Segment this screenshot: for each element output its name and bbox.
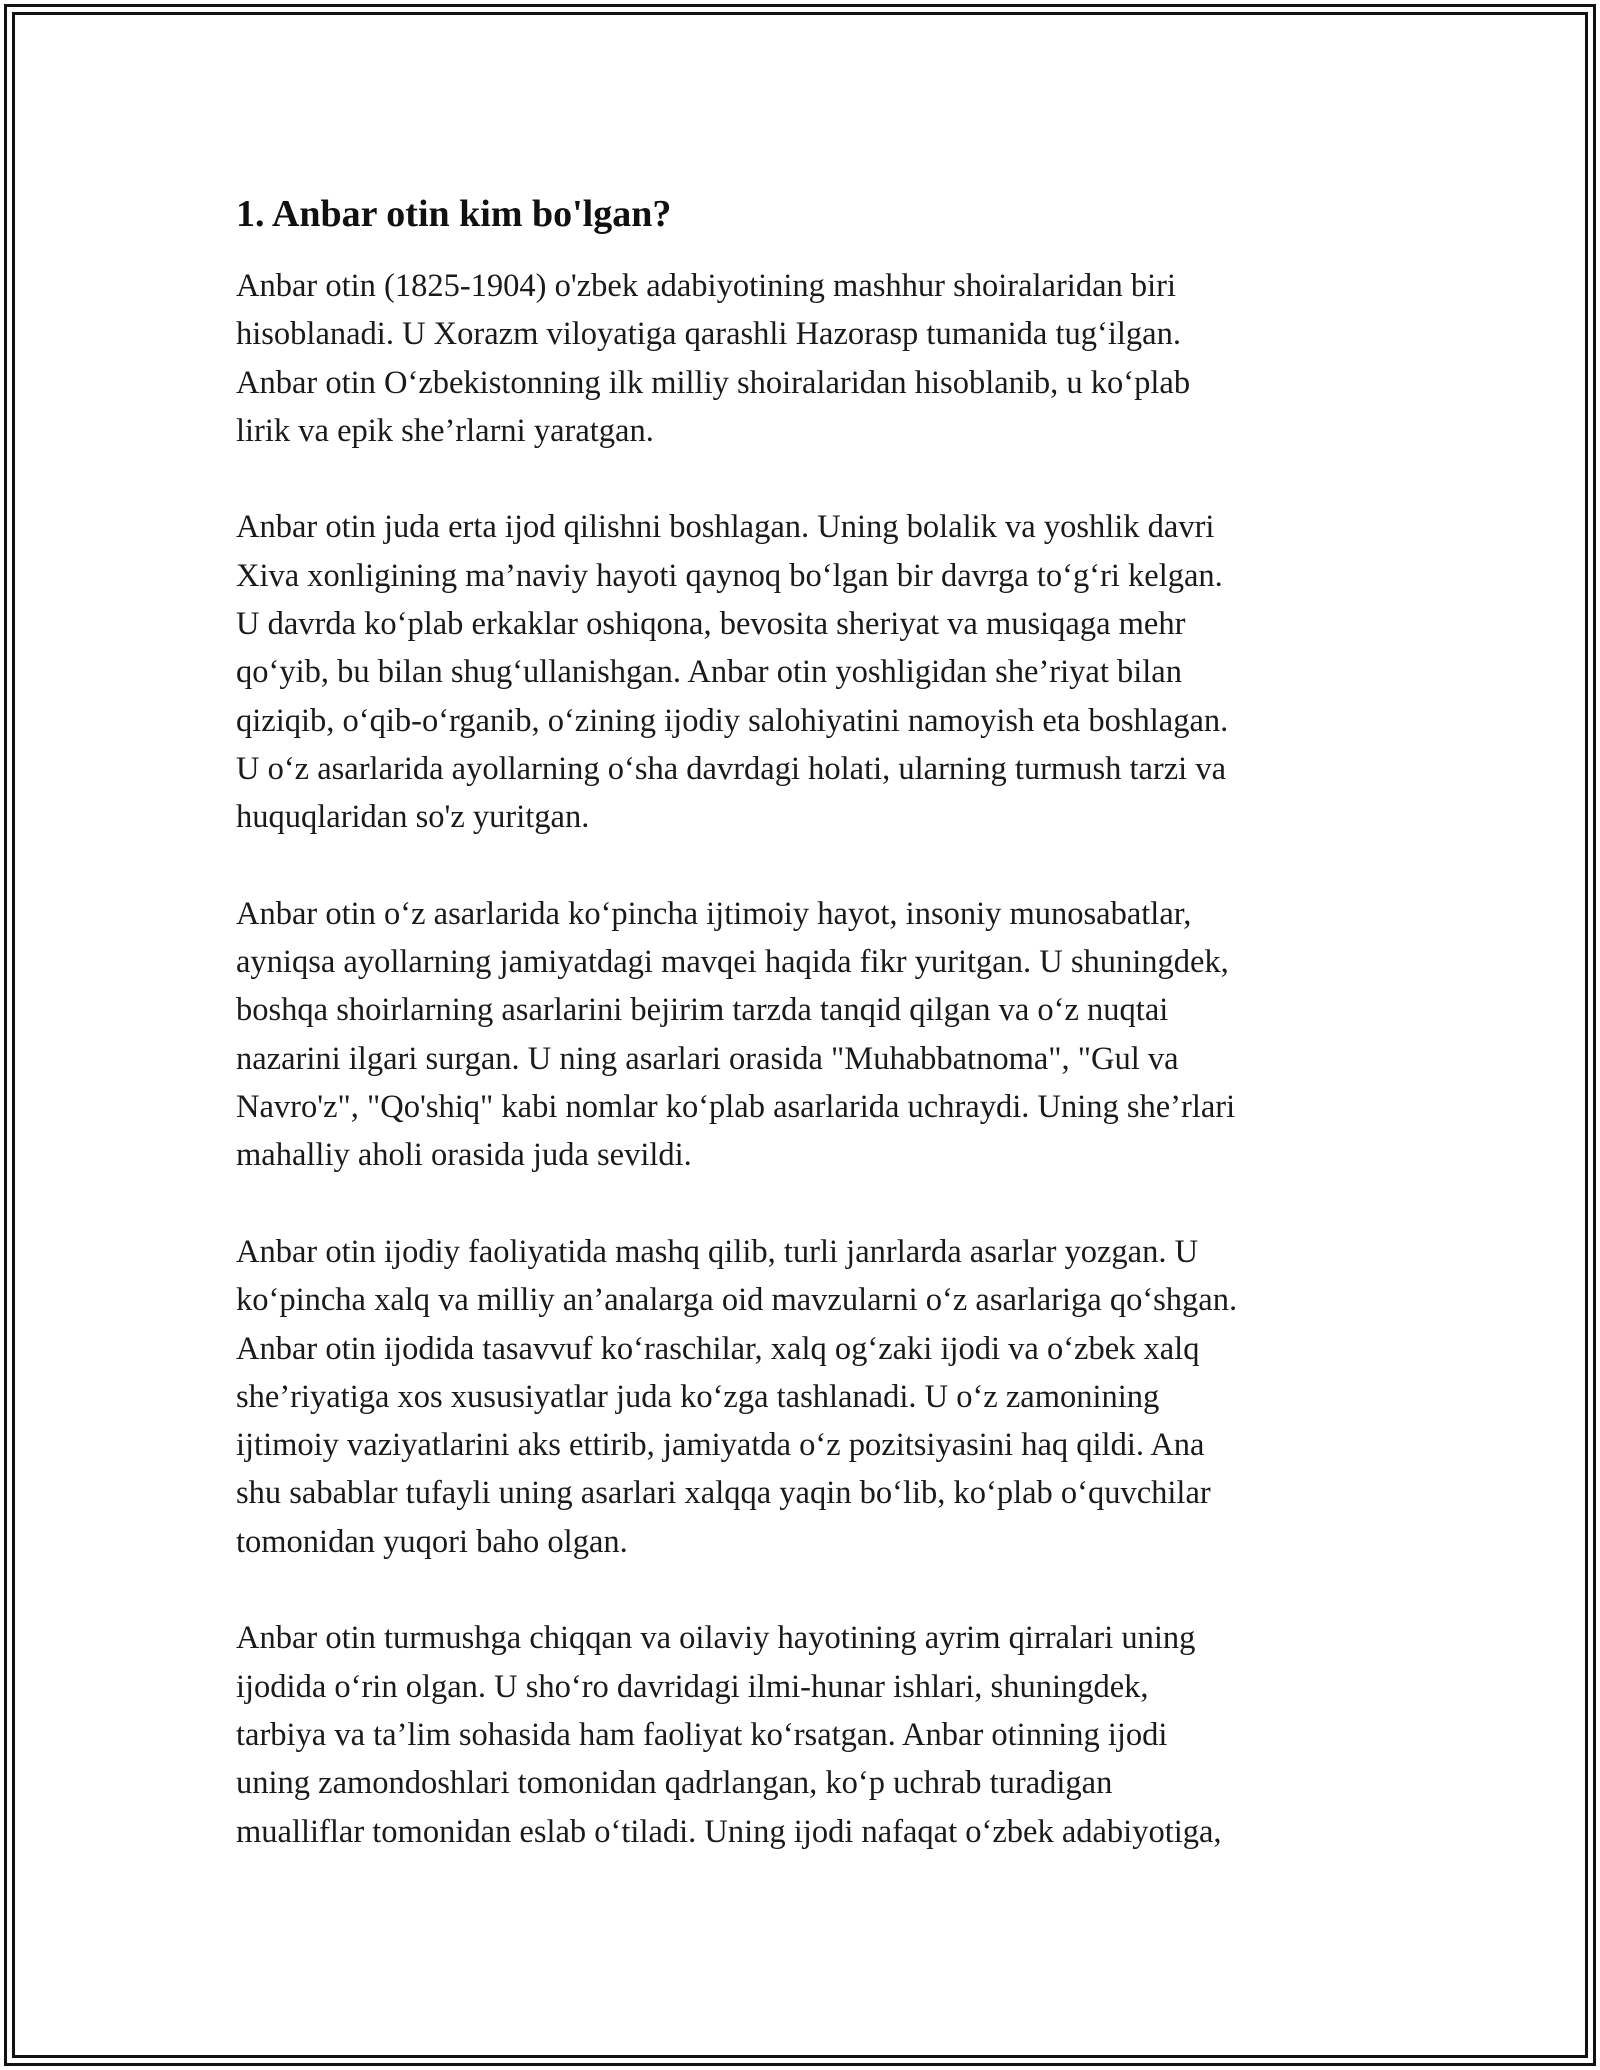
- text-line: Xiva xonligining ma’naviy hayoti qaynoq bo‘lgan bir davrga to‘g‘ri kelgan.: [236, 557, 1223, 594]
- text-line: nazarini ilgari surgan. U ning asarlari orasida "Muhabbatnoma", "Gul va: [236, 1040, 1179, 1077]
- text-line: Anbar otin juda erta ijod qilishni boshlagan. Uning bolalik va yoshlik davri: [236, 509, 1215, 546]
- text-line: mualliflar tomonidan eslab o‘tiladi. Uning ijodi nafaqat o‘zbek adabiyotiga,: [236, 1813, 1222, 1850]
- text-line: Navro'z", "Qo'shiq" kabi nomlar ko‘plab asarlarida uchraydi. Uning she’rlari: [236, 1089, 1236, 1126]
- text-line: Anbar otin O‘zbekistonning ilk milliy shoiralaridan hisoblanib, u ko‘plab: [236, 364, 1191, 401]
- text-line: she’riyatiga xos xususiyatlar juda ko‘zga tashlanadi. U o‘z zamonining: [236, 1378, 1160, 1415]
- section-heading: 1. Anbar otin kim bo'lgan?: [236, 193, 672, 235]
- text-line: qiziqib, o‘qib-o‘rganib, o‘zining ijodiy salohiyatini namoyish eta boshlagan.: [236, 702, 1229, 739]
- text-line: U o‘z asarlarida ayollarning o‘sha davrdagi holati, ularning turmush tarzi va: [236, 750, 1227, 787]
- paragraph-4: [236, 1228, 1386, 1566]
- paragraph-5: [236, 1614, 1386, 1855]
- text-line: boshqa shoirlarning asarlarini bejirim tarzda tanqid qilgan va o‘z nuqtai: [236, 992, 1169, 1029]
- paragraph-3: [236, 890, 1386, 1180]
- text-line: shu sabablar tufayli uning asarlari xalqqa yaqin bo‘lib, ko‘plab o‘quvchilar: [236, 1475, 1211, 1512]
- text-line: ko‘pincha xalq va milliy an’analarga oid mavzularni o‘z asarlariga qo‘shgan.: [236, 1282, 1238, 1319]
- text-line: Anbar otin ijodiy faoliyatida mashq qilib, turli janrlarda asarlar yozgan. U: [236, 1233, 1199, 1270]
- text-line: U davrda ko‘plab erkaklar oshiqona, bevosita sheriyat va musiqaga mehr: [236, 606, 1186, 643]
- text-line: hisoblanadi. U Xorazm viloyatiga qarashli Hazorasp tumanida tug‘ilgan.: [236, 316, 1181, 353]
- text-line: Anbar otin (1825-1904) o'zbek adabiyotining mashhur shoiralaridan biri: [236, 268, 1177, 304]
- text-line: uning zamondoshlari tomonidan qadrlangan, ko‘p uchrab turadigan: [236, 1765, 1113, 1802]
- text-line: Anbar otin o‘z asarlarida ko‘pincha ijtimoiy hayot, insoniy munosabatlar,: [236, 895, 1192, 932]
- text-line: ayniqsa ayollarning jamiyatdagi mavqei haqida fikr yuritgan. U shuningdek,: [236, 944, 1229, 981]
- text-line: ijtimoiy vaziyatlarini aks ettirib, jamiyatda o‘z pozitsiyasini haq qildi. Ana: [236, 1427, 1205, 1464]
- text-line: Anbar otin ijodida tasavvuf ko‘raschilar, xalq og‘zaki ijodi va o‘zbek xalq: [236, 1330, 1200, 1367]
- text-line: lirik va epik she’rlarni yaratgan.: [236, 412, 654, 449]
- text-line: tarbiya va ta’lim sohasida ham faoliyat ko‘rsatgan. Anbar otinning ijodi: [236, 1716, 1168, 1753]
- text-line: qo‘yib, bu bilan shug‘ullanishgan. Anbar otin yoshligidan she’riyat bilan: [236, 654, 1182, 691]
- text-line: huquqlaridan so'z yuritgan.: [236, 799, 590, 836]
- text-line: tomonidan yuqori baho olgan.: [236, 1523, 628, 1560]
- text-line: Anbar otin turmushga chiqqan va oilaviy hayotining ayrim qirralari uning: [236, 1620, 1196, 1657]
- paragraph-1: [236, 262, 1386, 455]
- text-line: ijodida o‘rin olgan. U sho‘ro davridagi ilmi-hunar ishlari, shuningdek,: [236, 1668, 1149, 1705]
- paragraph-2: [236, 503, 1386, 841]
- text-line: mahalliy aholi orasida juda sevildi.: [236, 1137, 692, 1174]
- document-body: [236, 186, 1386, 1904]
